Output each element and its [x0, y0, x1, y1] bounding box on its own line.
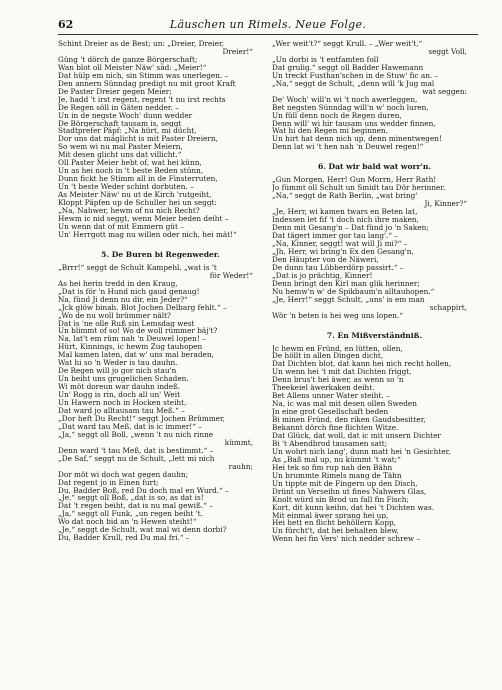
text-line: Un' Herrgott mag nu willen oder nich, hei mät!“ [58, 230, 237, 239]
text-line: Wat hi so 'n Weder is tau dauhn. [58, 359, 178, 368]
text-line: Un tippte mit de Fingern up den Disch, [272, 479, 418, 488]
text-line: Kloppt Päpfen up de Schuller hei un seggt: [58, 199, 217, 208]
text-line: De Regen söll in Gäten nedder. – [58, 103, 179, 112]
text-line: Bi minen Fründ, den riken Gaudsbesitter, [272, 416, 426, 425]
page-number: 62 [58, 18, 74, 31]
text-line: rauhn; [228, 462, 253, 471]
text-line: Mit einmal äwer sprang hei up, [272, 511, 389, 520]
spacer [272, 320, 477, 326]
text-line: Wi möt doreun war dauhn indeß. [58, 383, 181, 392]
text-line: Dor möt wi doch wat gegen dauhn; [58, 470, 189, 479]
right-column [272, 40, 477, 680]
poem-heading: 6. Dat wir bald wat worr'n. [317, 162, 432, 172]
text-line: Dat Dichten blot, dat kann hei nich recht hollen, [272, 360, 452, 369]
text-line: „Na,“ seggt de Schult, „denn will 'k Jug mal [272, 79, 435, 88]
text-line: Güng 't dörch de ganze Börgerschaft; [58, 55, 198, 64]
text-line: Hei tek so fim rup nah den Bähn [272, 463, 393, 472]
text-line: Du, Badder Boß, red Du doch mal en Wurd.“ – [58, 486, 229, 495]
text-line: Denn will' wi hir tausam uns wedder finnen, [272, 119, 436, 128]
text-line: Un in de negste Woch' dunn wedder [58, 111, 193, 120]
text-line: Un Hawern noch in Hocken steiht, [58, 399, 187, 407]
text-line: Hürt, Kinnings, ic hewm Zug tauhopen [58, 343, 203, 352]
poem-heading: 7. En Mißverständniß. [326, 330, 423, 340]
text-line: Den Häupter von de Näweri, [272, 255, 379, 264]
text-line: „Je,“ seggt de Schult, wat mal wi denn dorbi? [58, 526, 227, 535]
text-line: Bet Allens unner Water steiht. – [272, 392, 390, 401]
text-line: Wan blot oll Meister Näw' säd: „Meier!“ [58, 63, 207, 72]
text-line: „Ja,“ seggt oll Funk, „un regen beiht 't. [58, 510, 203, 519]
text-line: So wem wi nu mal Paster Meiern, [58, 143, 183, 152]
text-line: Nu hemw'n w' de Spikbaum'n alltauhopen.“ [272, 287, 435, 296]
text-line: Denn mit Gesang'n – Dat fünd jo 'n Saken; [272, 224, 429, 233]
text-line: De Börgerschaft tausam is, seggt [58, 119, 182, 128]
header-rule [58, 34, 478, 35]
text-line: Jo fümmt oll Schult un Smidt tau Dör herinner. [272, 184, 446, 193]
text-line: „Je, Herr, wi kamen twars en Beten lat, [272, 208, 418, 217]
text-line: „Ja,“ seggt oll Boll, „wenn 't nu nich rinne [58, 430, 214, 439]
text-line: „Dat ward tau Meß, dat is ic immer!“ – [58, 422, 202, 431]
text-line: Wat hi den Regen mi beginnen. [272, 127, 388, 136]
text-line: Un blimmt of so! Wo de woll rümmer bäj't? [58, 327, 218, 336]
text-line: „Je, Herr!“ seggt Schult, „uns' is em man [272, 295, 425, 304]
page-header [58, 18, 478, 34]
text-line: Un' Rogg is rin, doch all un' Weit [58, 391, 181, 400]
text-line: Knolt würd sin Brod un fall fin Fisch; [272, 495, 409, 504]
text-line: As „Baß mal up, nu kümmt 't wat;“ [272, 455, 401, 464]
text-line: „Wer weit't?“ seggt Krull. – „Wer weit't,“ [272, 40, 423, 48]
text-line: seggt Voll, [428, 47, 467, 56]
text-line: Mal kamen laten, dat w' uns mal beraden, [58, 351, 214, 360]
text-line: Denn bringt den Kirl man glik herinner; [272, 279, 420, 288]
text-line: Denn brus't hei äwer, as wenn so 'n [272, 376, 404, 385]
text-line: schappirt, [429, 303, 467, 312]
text-line: „Na, Nahwer, hewm of nu nich Recht? [58, 207, 200, 215]
text-line: Je, hadd 't irst regent, regent 't nu irst rechts [58, 95, 226, 104]
text-line: Un brummte Rimels mang de Tähn [272, 471, 402, 480]
text-line: Un 't beste Weder schint dorbuten. – [58, 183, 194, 192]
text-line: Du, Badder Krull, red Du mal fri.“ – [58, 534, 190, 543]
text-line: De Regen will jo gor nich stau'n [58, 367, 177, 376]
text-line: Na, fünd Ji denn nu dir, ein Jeder?“ [58, 295, 188, 304]
text-line: „Dat is jo prächtig, Kinner! [272, 271, 373, 280]
poem-heading: 5. De Buren bi Regenweder. [101, 249, 220, 259]
text-line: „Dor heft Du Recht!“ seggt Jochen Brümmer, [58, 414, 225, 423]
text-line: „Jck glöw binah. Blot Jochen Delbarg fehlt.“ – [58, 303, 227, 312]
text-line: Un wohrt nich lang', dunn matt hei 'n Gesichter, [272, 447, 451, 456]
text-line: Dat Glück, dat woll, dat ic mit unsern Dichter [272, 431, 441, 440]
text-line: As Meister Näw' nu ut de Kirch 'rutgeiht, [58, 191, 212, 200]
text-line: för Weder!“ [209, 271, 253, 280]
text-line: Oll Paster Meier hebt of, wat hei künn, [58, 159, 202, 168]
text-line: „Gun Morgen, Herr! Gun Morrn, Herr Rath! [272, 176, 437, 185]
text-line: Dat tägert immer gor tau lang'.“ – [272, 232, 399, 240]
text-line: Dat 't regen beiht, dat is nu mal gewiß.“ – [58, 502, 213, 511]
running-title: Läuschen un Rimels. Neue Folge. [169, 18, 367, 31]
text-line: „Dat is för 'n Hund nich gaud genaug! [58, 287, 200, 296]
text-line: Indessen let fif 't doch nich ihre maken, [272, 216, 419, 225]
text-line: Un wenn dat of mit Emmern güt – [58, 222, 184, 231]
spacer [58, 239, 263, 245]
text-line: Jn eine grot Gesellschaft beden [272, 408, 389, 417]
text-line: Un fürcht't, dat hei behalten blew, [272, 527, 399, 536]
text-line: Na, ic was mal mit desen ollen Sweden [272, 400, 417, 409]
text-line: Mit desen glicht uns dat villicht.“ [58, 151, 182, 160]
text-line: wat seggen: [422, 87, 467, 96]
text-line: Un beiht uns grugelichen Schaden. [58, 375, 189, 384]
text-line: Schint Dreier as de Best; un: „Dreier, Dreier, [58, 40, 224, 48]
text-line: Dor uns dat mäglicht is mit Paster Dreiern, [58, 135, 218, 144]
text-line: Dreier!“ [222, 47, 253, 56]
text-line: Dat grulig.“ seggt oll Badder Hawemann [272, 63, 424, 72]
spacer [272, 151, 477, 157]
text-line: Den annern Sünndag predigt nu mit groot Kraft [58, 79, 236, 88]
text-line: Kort, dit kunn keihn, dat hei 't Dichten was. [272, 503, 435, 512]
text-line: Dat regent jo in Einen furt; [58, 478, 159, 487]
left-column [58, 40, 263, 680]
text-line: Denn lat wi 't hen nah 'n Deuwel regen!“ [272, 143, 424, 152]
text-line: „Jh, Herr, wi bring'n Ex den Gesang'n, [272, 247, 414, 256]
text-line: Drünt un Verseihn ut fines Nahwers Glas, [272, 487, 427, 496]
text-line: „Je,“ seggt oll Boß, „dat is so, as dat is! [58, 494, 204, 503]
text-line: Hewm ic nid seggt, wenn Meier beden deiht – [58, 214, 229, 223]
text-line: „Wo de nu woll brümmer nält? [58, 311, 171, 320]
text-line: Dat hülp em nich, sin Stimm was unerlegen. – [58, 71, 229, 80]
text-line: Bet negsten Sünndag will'n w' noch luren, [272, 103, 429, 112]
text-line: Dat ward jo alltausam tau Meß.“ – [58, 406, 185, 415]
text-line: Wenn hei fin Vers' nich nedder schrew – [272, 535, 421, 544]
text-line: Bekannt dörch fine flichten Witze. [272, 424, 399, 432]
text-line: Un as hei noch in 't beste Beden stünn, [58, 167, 204, 176]
text-line: „Na,“ seggt de Rath Berlin, „wat bring' [272, 192, 418, 201]
text-line: kümmt, [224, 438, 253, 447]
text-line: Na, lat't em rüm nah 'n Deuwel lopen! – [58, 335, 206, 344]
text-line: Un hirt hat denn nich up, denn minentwegen! [272, 135, 442, 144]
text-line: „Un dorbi is 't entfamten foll [272, 55, 379, 64]
text-line: Un wenn hei 't mit dat Dichten friggt, [272, 368, 412, 377]
text-line: As hei herin tredd in den Kraug, [58, 279, 178, 288]
text-line: Wo dat noch bid an 'n Hewen steiht!“ [58, 518, 197, 527]
text-line: De dunn tau Lübberdörp passirt.“ – [272, 263, 404, 272]
text-line: Bi 't Abendbrod tausamen satt; [272, 439, 388, 448]
text-line: De Paster Dreier gegen Meier; [58, 87, 172, 96]
text-line: Hei hett en flicht behöllern Kopp, [272, 519, 396, 528]
text-line: Theekeiel äwerkaken deiht. [272, 384, 375, 393]
text-line: Ji, Kinner?“ [424, 200, 467, 209]
text-line: Jc hewm en Fründ, en lütten, ollen, [272, 344, 403, 353]
text-line: Dat is 'ne olle Ruß sin Lemsdag west [58, 319, 195, 328]
text-line: Un treckt Fusthan'schen in de Stuw' fic an. – [272, 71, 439, 80]
text-line: Stadtprefer Päpf: „Na hürt, mi dücht, [58, 127, 197, 136]
text-line: „Brrr!“ seggt de Schult Kampehl, „wat is 't [58, 263, 217, 272]
text-line: Wör 'n beten is hei weg uns lopen.“ [272, 311, 404, 320]
text-line: Denn ward 't tau Meß, dat is bestimmt.“ – [58, 446, 214, 455]
text-line: De höllt in allen Dingen dicht, [272, 352, 384, 361]
text-line: Dunn fickt he Stimm all in de Finsterruten, [58, 175, 218, 184]
text-line: Un füll denn noch de Regen duren, [272, 111, 402, 120]
text-line: „De Saf,“ seggt nu de Schult, „lett mi nich [58, 454, 215, 463]
text-line: „Na, Kinner, seggt! wat will Ji mi?“ – [272, 239, 408, 248]
text-line: De' Woch' will'n wi 't noch awerleggen, [272, 95, 418, 104]
